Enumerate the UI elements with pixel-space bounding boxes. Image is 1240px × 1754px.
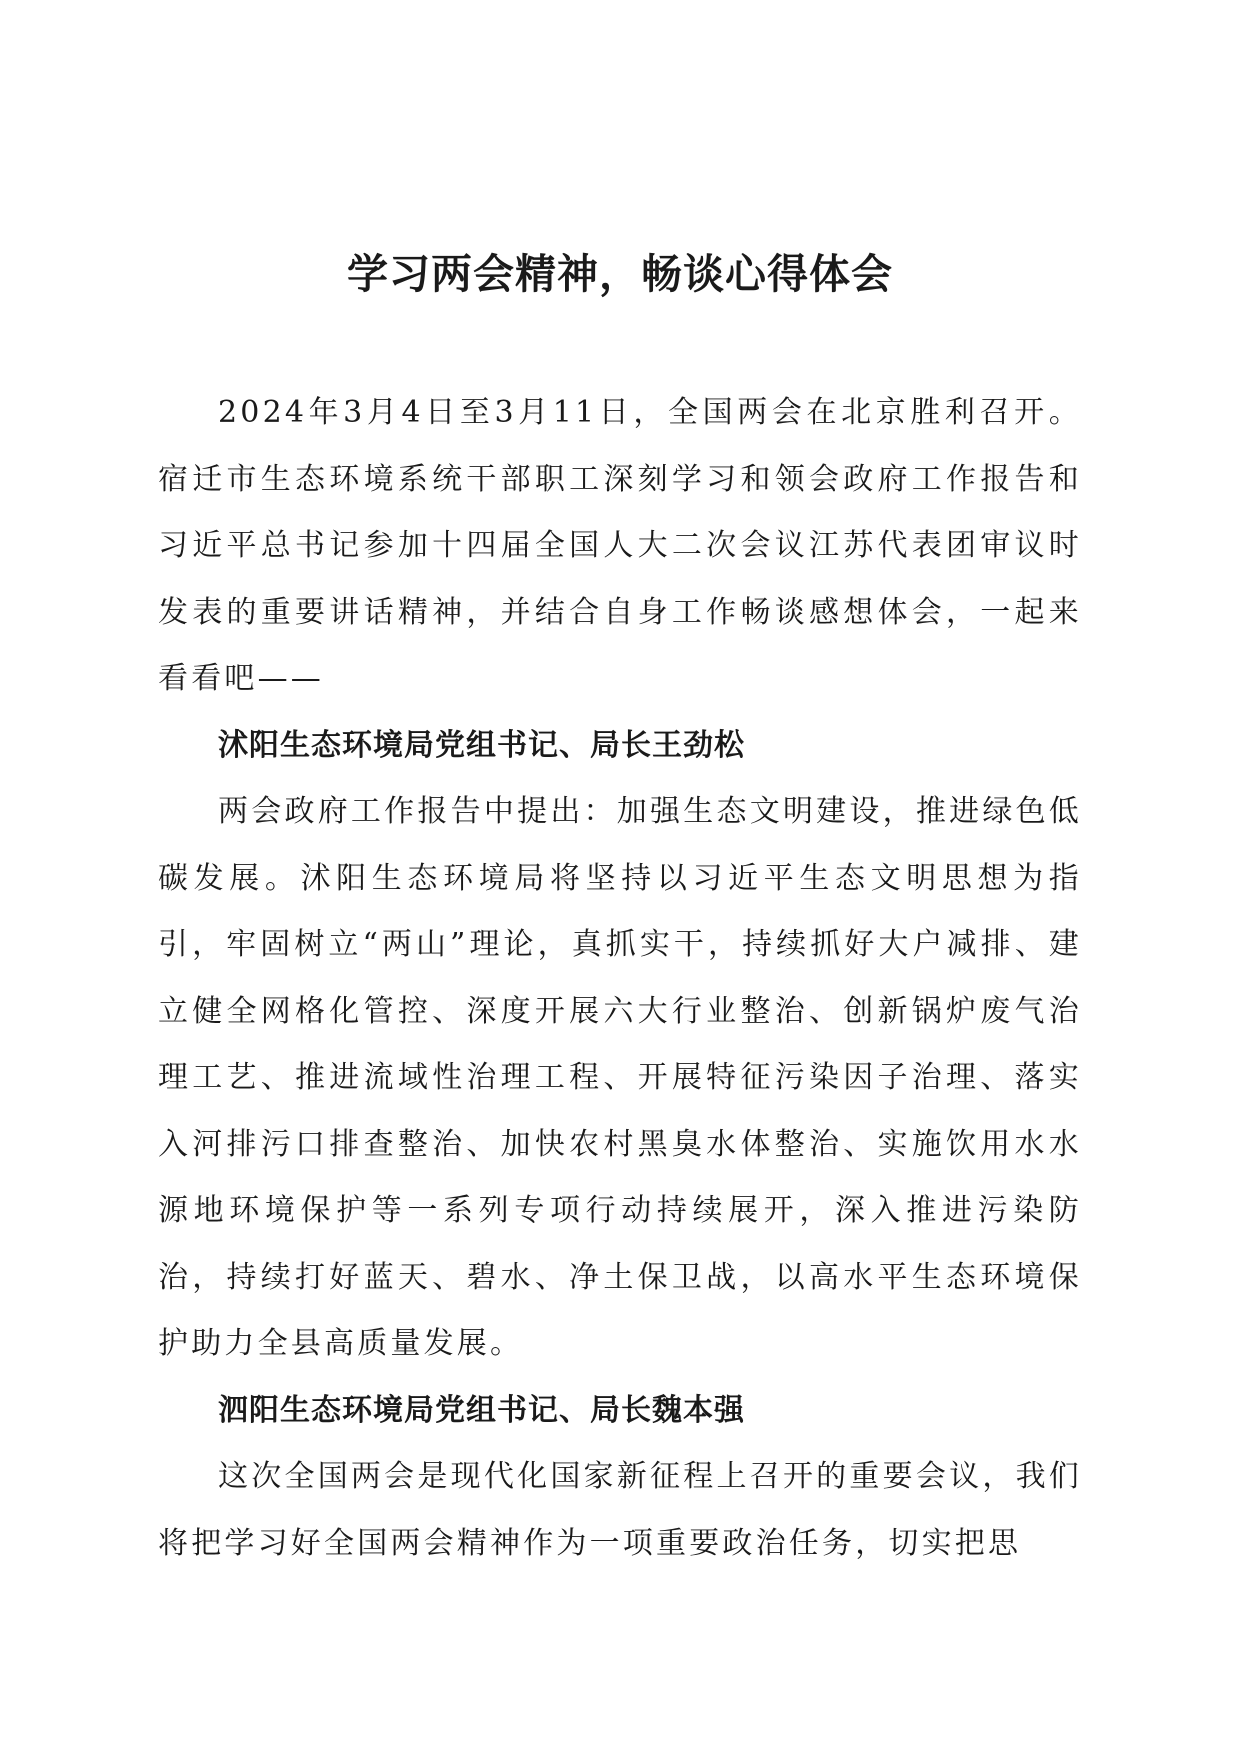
section-paragraph-shuyang: 两会政府工作报告中提出：加强生态文明建设，推进绿色低碳发展。沭阳生态环境局将坚持以习近平生态文明思想为指引，牢固树立“两山”理论，真抓实干，持续抓好大户减排、建立健全网格化管控、深度开展六大行业整治、创新锅炉废气治理工艺、推进流域性治理工程、开展特征污染因子治理、落实入河排污口排查整治、加快农村黑臭水体整治、实施饮用水水源地环境保护等一系列专项行动持续展开，深入推进污染防治，持续打好蓝天、碧水、净土保卫战，以高水平生态环境保护助力全县高质量发展。: [158, 794, 1082, 1361]
section-heading-siyang: 泗阳生态环境局党组书记、局长魏本强: [218, 1392, 745, 1428]
document-body: [158, 380, 1082, 1577]
intro-paragraph: 2024年3月4日至3月11日，全国两会在北京胜利召开。宿迁市生态环境系统干部职工深刻学习和领会政府工作报告和习近平总书记参加十四届全国人大二次会议江苏代表团审议时发表的重要讲话精神，并结合自身工作畅谈感想体会，一起来看看吧——: [158, 395, 1082, 696]
document-title: 学习两会精神，畅谈心得体会: [347, 250, 893, 298]
section-paragraph-siyang: 这次全国两会是现代化国家新征程上召开的重要会议，我们将把学习好全国两会精神作为一项重要政治任务，切实把思: [158, 1459, 1082, 1561]
section-heading-shuyang: 沭阳生态环境局党组书记、局长王劲松: [218, 727, 745, 763]
